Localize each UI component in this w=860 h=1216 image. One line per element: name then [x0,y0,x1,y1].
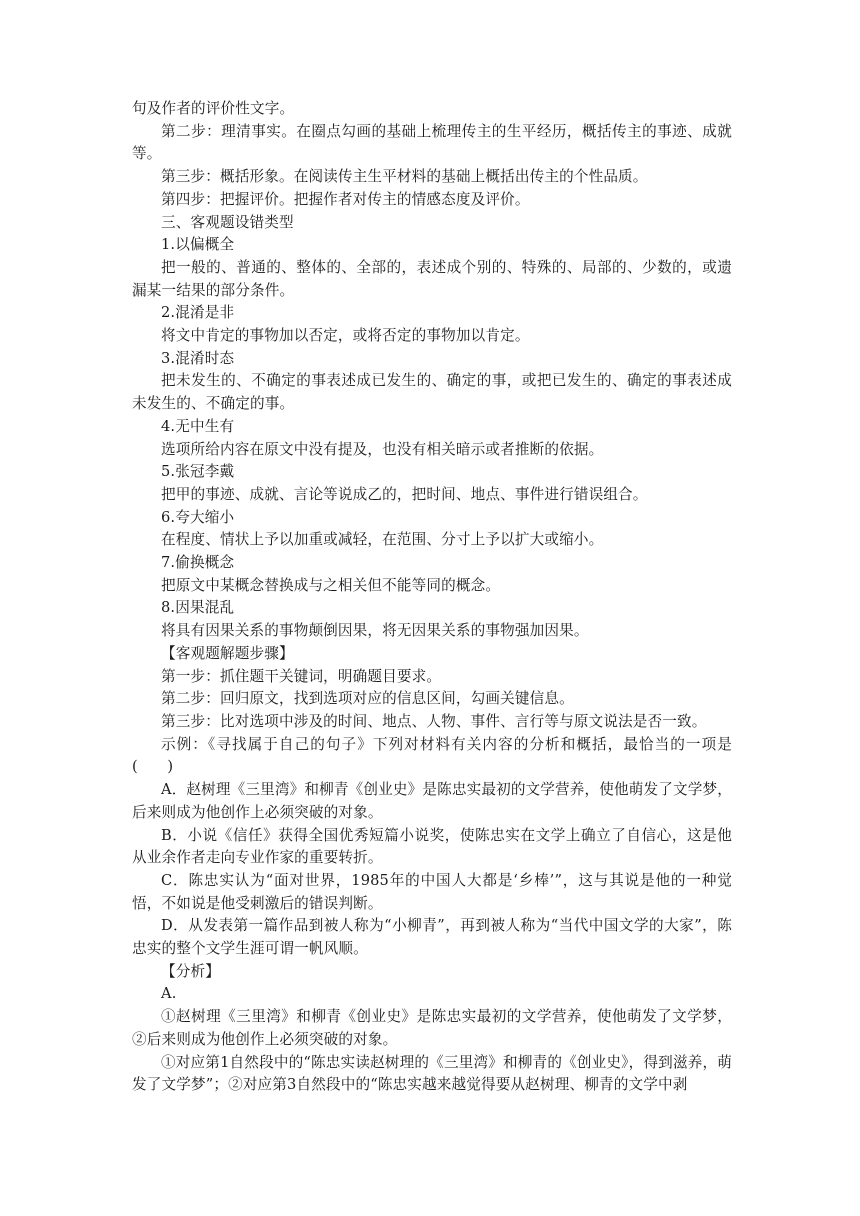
item-heading: 1.以偏概全 [161,236,235,254]
paragraph: 句及作者的评价性文字。 [132,100,295,117]
item-heading: 4.无中生有 [161,417,235,435]
item-heading: 3.混淆时态 [161,349,235,367]
item-heading: 6.夸大缩小 [161,508,235,526]
paragraph: 第二步：理清事实。在圈点勾画的基础上梳理传主的生平经历，概括传主的事迹、成就等。 [132,122,732,163]
item-heading: 2.混淆是非 [161,304,235,322]
section-heading: 【客观题解题步骤】 [161,644,294,662]
paragraph: 把原文中某概念替换成与之相关但不能等同的概念。 [161,576,501,594]
option-b: B．小说《信任》获得全国优秀短篇小说奖，使陈忠实在文学上确立了自信心，这是他从业余作者走向专业作家的重要转折。 [132,826,732,867]
document-body [132,98,732,1097]
paragraph: 把一般的、普通的、整体的、全部的，表述成个别的、特殊的、局部的、少数的，或遗漏某一结果的部分条件。 [132,258,732,299]
paragraph: 第一步：抓住题干关键词，明确题目要求。 [161,667,442,685]
question-stem: 示例：《寻找属于自己的句子》下列对材料有关内容的分析和概括，最恰当的一项是( ) [132,735,732,776]
option-d: D．从发表第一篇作品到被人称为“小柳青”，再到被人称为“当代中国文学的大家”，陈忠实的整个文学生涯可谓一帆风顺。 [132,917,732,958]
paragraph: 第二步：回归原文，找到选项对应的信息区间，勾画关键信息。 [161,690,574,708]
paragraph: 将文中肯定的事物加以否定，或将否定的事物加以肯定。 [161,327,530,345]
paragraph: ①对应第1自然段中的“陈忠实读赵树理的《三里湾》和柳青的《创业史》，得到滋养，萌发了文学梦”；②对应第3自然段中的“陈忠实越来越觉得要从赵树理、柳青的文学中剥 [132,1053,732,1094]
item-heading: 8.因果混乱 [161,599,235,617]
paragraph: 把未发生的、不确定的事表述成已发生的、确定的事，或把已发生的、确定的事表述成未发生的、不确定的事。 [132,372,732,413]
analysis-label: A. [161,985,177,1003]
paragraph: ①赵树理《三里湾》和柳青《创业史》是陈忠实最初的文学营养，使他萌发了文学梦，②后来则成为他创作上必须突破的对象。 [132,1008,732,1048]
paragraph: 将具有因果关系的事物颠倒因果，将无因果关系的事物强加因果。 [161,622,589,640]
option-a: A．赵树理《三里湾》和柳青《创业史》是陈忠实最初的文学营养，使他萌发了文学梦，后来则成为他创作上必须突破的对象。 [132,781,732,821]
paragraph: 第三步：比对选项中涉及的时间、地点、人物、事件、言行等与原文说法是否一致。 [161,712,707,730]
paragraph: 选项所给内容在原文中没有提及，也没有相关暗示或者推断的依据。 [161,440,604,458]
option-c: C．陈忠实认为“面对世界，1985年的中国人大都是‘乡棒’”，这与其说是他的一种觉悟，不如说是他受刺激后的错误判断。 [132,871,732,912]
paragraph: 在程度、情状上予以加重或减轻，在范围、分寸上予以扩大或缩小。 [161,531,604,549]
section-heading: 【分析】 [161,962,220,980]
section-heading: 三、客观题设错类型 [161,213,294,231]
item-heading: 5.张冠李戴 [161,463,235,481]
paragraph: 把甲的事迹、成就、言论等说成乙的，把时间、地点、事件进行错误组合。 [161,485,648,503]
paragraph: 第三步：概括形象。在阅读传主生平材料的基础上概括出传主的个性品质。 [161,168,648,186]
paragraph: 第四步：把握评价。把握作者对传主的情感态度及评价。 [161,190,530,208]
item-heading: 7.偷换概念 [161,554,235,572]
